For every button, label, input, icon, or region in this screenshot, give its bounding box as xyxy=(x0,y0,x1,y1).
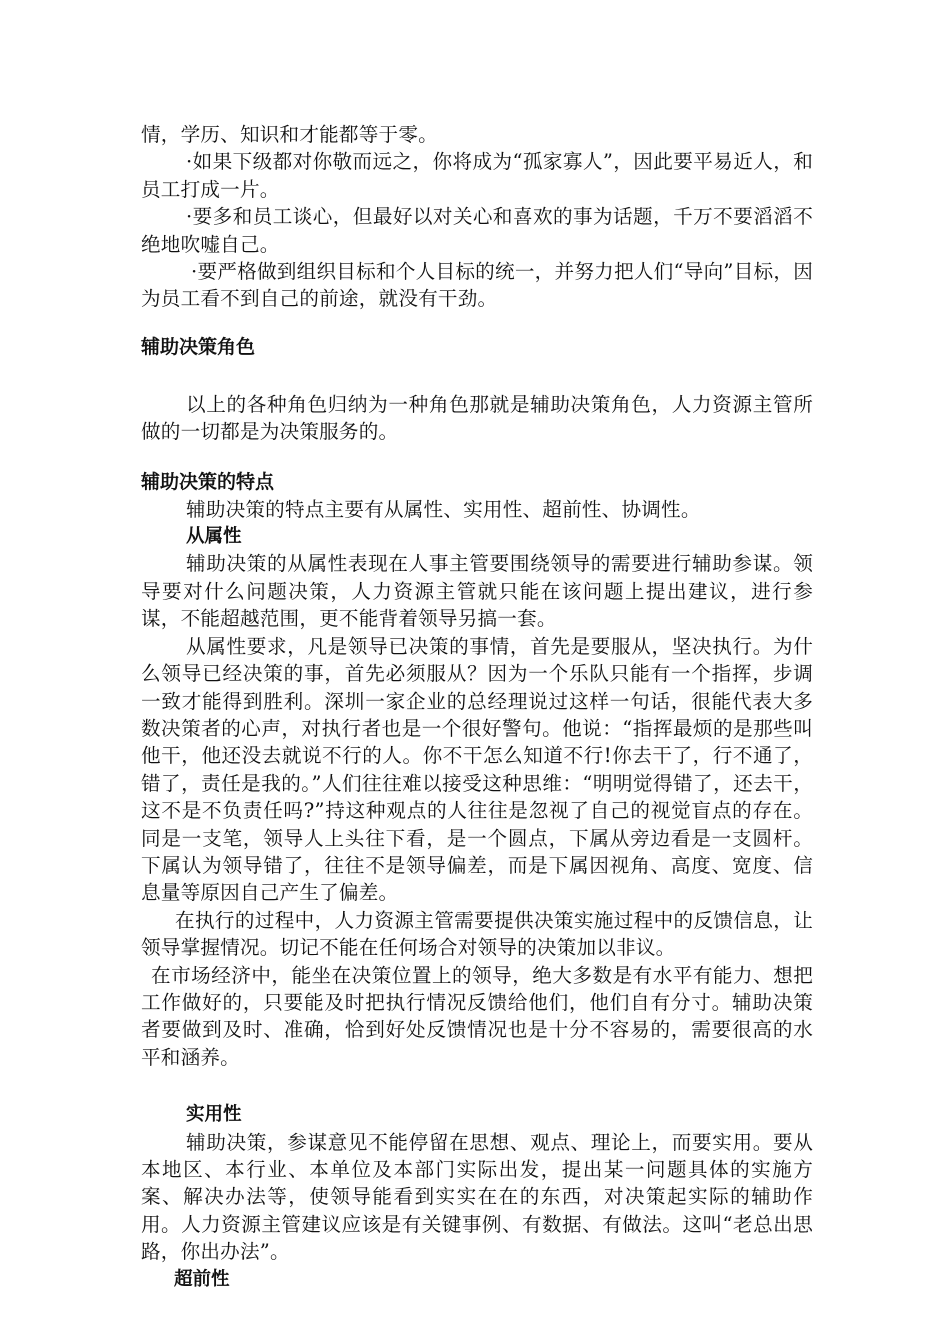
paragraph: 在市场经济中，能坐在决策位置上的领导，绝大多数是有水平有能力、想把工作做好的，只要能及时把执行情况反馈给他们，他们自有分寸。辅助决策者要做到及时、准确，恰到好处反馈情况也是十分不容易的，需要很高的水平和涵养。 xyxy=(141,963,813,1069)
paragraph: 在执行的过程中，人力资源主管需要提供决策实施过程中的反馈信息，让领导掌握情况。切记不能在任何场合对领导的决策加以非议。 xyxy=(141,908,813,960)
spacer xyxy=(141,313,813,334)
subsection-heading: 超前性 xyxy=(174,1268,230,1290)
subsection-heading: 实用性 xyxy=(186,1104,242,1126)
spacer xyxy=(141,361,813,391)
paragraph: 辅助决策的特点主要有从属性、实用性、超前性、协调性。 xyxy=(186,497,701,521)
subsection-heading: 从属性 xyxy=(186,526,242,548)
spacer xyxy=(141,446,813,469)
paragraph: 从属性要求，凡是领导已决策的事情，首先是要服从，坚决执行。为什么领导已经决策的事，首先必须服从？因为一个乐队只能有一个指挥，步调一致才能得到胜利。深圳一家企业的总经理说过这样一句话，很能代表大多数决策者的心声，对执行者也是一个很好警句。他说：“指挥最烦的是那些叫他干，他还没去就说不行的人。你不干怎么知道不行!你去干了，行不通了，错了，责任是我的。”人们往往难以接受这种思维：“明明觉得错了，还去干，这不是不负责任吗?”持这种观点的人往往是忽视了自己的视觉盲点的存在。同是一支笔，领导人上头往下看，是一个圆点，下属从旁边看是一支圆杆。下属认为领导错了，往往不是领导偏差，而是下属因视角、高度、宽度、信息量等原因自己产生了偏差。 xyxy=(141,634,813,905)
bullet-paragraph: ·如果下级都对你敬而远之，你将成为“孤家寡人”，因此要平易近人，和员工打成一片。 xyxy=(141,150,813,201)
paragraph: 辅助决策，参谋意见不能停留在思想、观点、理论上，而要实用。要从本地区、本行业、本单位及本部门实际出发，提出某一问题具体的实施方案、解决办法等，使领导能看到实实在在的东西，对决策起实际的辅助作用。人力资源主管建议应该是有关键事例、有数据、有做法。这叫“老总出思路，你出办法”。 xyxy=(141,1130,813,1264)
section-heading: 辅助决策角色 xyxy=(141,335,256,358)
paragraph: 以上的各种角色归纳为一种角色那就是辅助决策角色，人力资源主管所做的一切都是为决策服务的。 xyxy=(141,392,813,444)
document-page xyxy=(141,121,813,1293)
spacer xyxy=(141,1071,813,1101)
paragraph: 情，学历、知识和才能都等于零。 xyxy=(141,123,438,146)
bullet-paragraph: ·要多和员工谈心，但最好以对关心和喜欢的事为话题，千万不要滔滔不绝地吹嘘自己。 xyxy=(141,205,813,256)
section-heading: 辅助决策的特点 xyxy=(141,470,275,493)
bullet-paragraph: ·要严格做到组织目标和个人目标的统一，并努力把人们“导向”目标，因为员工看不到自己的前途，就没有干劲。 xyxy=(141,260,813,311)
paragraph: 辅助决策的从属性表现在人事主管要围绕领导的需要进行辅助参谋。领导要对什么问题决策，人力资源主管就只能在该问题上提出建议，进行参谋，不能超越范围，更不能背着领导另搞一套。 xyxy=(141,552,813,631)
